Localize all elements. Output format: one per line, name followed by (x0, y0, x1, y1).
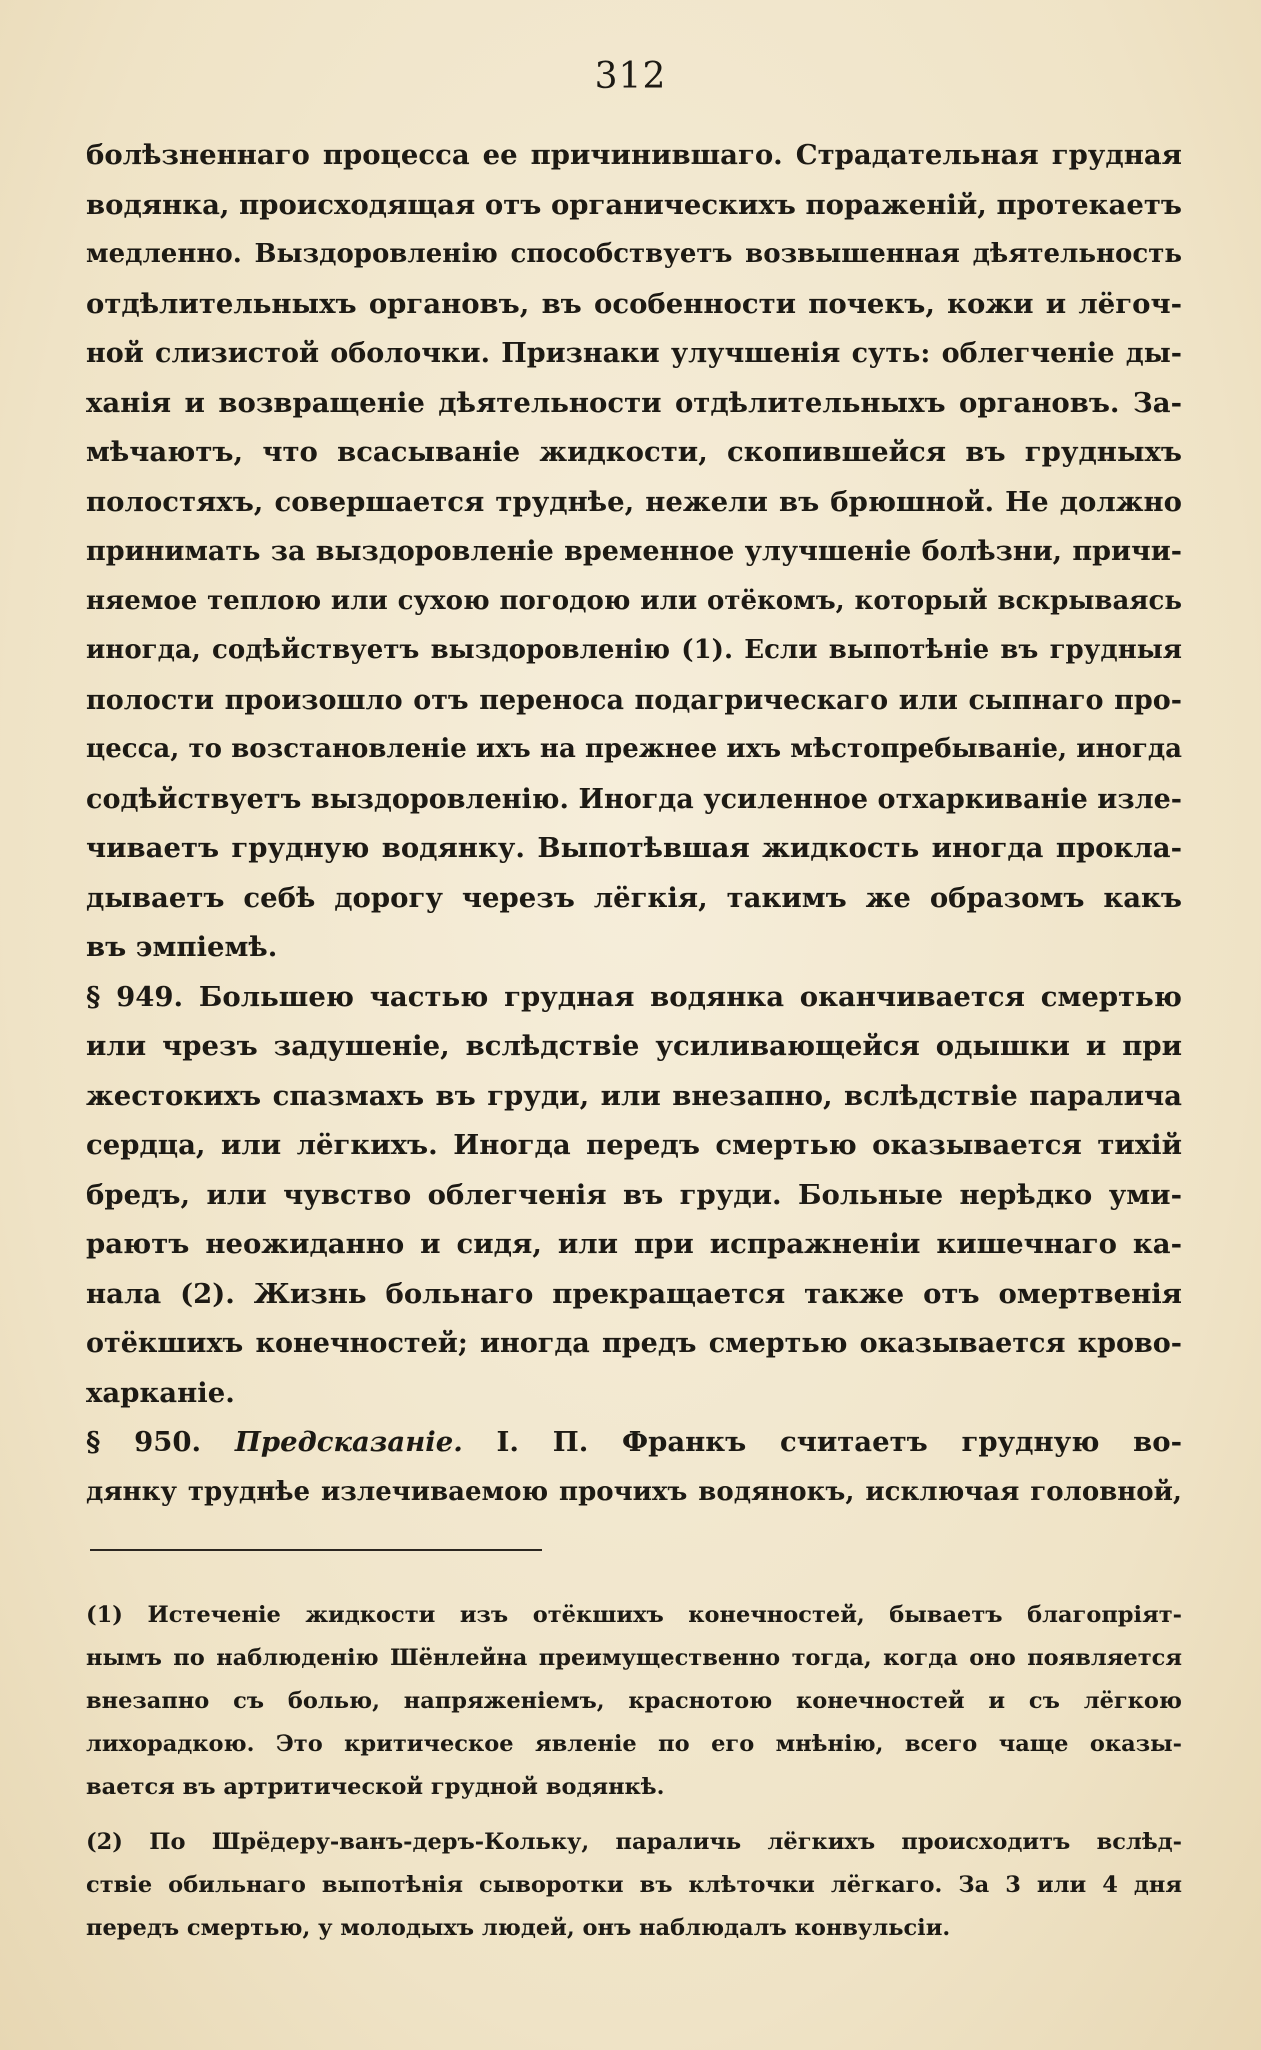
text-line: чиваетъ грудную водянку. Выпотѣвшая жидкость иногда прокла- (86, 832, 1182, 864)
footnote-1-line: (1) Истеченіе жидкости изъ отёкшихъ конечностей, бываетъ благопріят- (86, 1602, 1182, 1628)
text-line: харканіе. (86, 1376, 235, 1409)
main-text (86, 131, 1182, 1517)
text-line: ханія и возвращеніе дѣятельности отдѣлительныхъ органовъ. За- (86, 386, 1182, 419)
text-line: полостяхъ, совершается труднѣе, нежели въ брюшной. Не должно (86, 485, 1182, 518)
text-line: нала (2). Жизнь больнаго прекращается также отъ омертвенія (86, 1277, 1182, 1310)
text-line: отёкшихъ конечностей; иногда предъ смертью оказывается крово- (86, 1328, 1182, 1359)
text-line: отдѣлительныхъ органовъ, въ особенности почекъ, кожи и лёгоч- (86, 287, 1182, 320)
text-line: медленно. Выздоровленію способствуетъ возвышенная дѣятельность (86, 239, 1182, 269)
text-line: жестокихъ спазмахъ въ груди, или внезапно, вслѣдствіе паралича (86, 1079, 1182, 1112)
text-line: полости произошло отъ переноса подагрическаго или сыпнаго про- (86, 684, 1182, 716)
page-number: 312 (594, 56, 667, 97)
footnote-1-line: внезапно съ болью, напряженіемъ, краснотою конечностей и съ лёгкою (86, 1688, 1182, 1714)
footnote-divider (90, 1549, 542, 1551)
section-950-number: § 950. (86, 1426, 202, 1458)
text-line: мѣчаютъ, что всасываніе жидкости, скопившейся въ грудныхъ (86, 436, 1182, 468)
text-line: иногда, содѣйствуетъ выздоровленію (1). Если выпотѣніе въ грудныя (86, 635, 1182, 665)
footnote-2-line: ствіе обильнаго выпотѣнія сыворотки въ клѣточки лёгкаго. За 3 или 4 дня (86, 1872, 1182, 1898)
text-line: или чрезъ задушеніе, вслѣдствіе усиливающейся одышки и при (86, 1030, 1182, 1062)
section-950-text: I. П. Франкъ считаетъ грудную во- (496, 1426, 1183, 1458)
footnotes (86, 1594, 1182, 1950)
footnote-2-line: передъ смертью, у молодыхъ людей, онъ наблюдалъ конвульсіи. (86, 1915, 951, 1941)
text-line: дянку труднѣе излечиваемою прочихъ водянокъ, исключая головной, (86, 1476, 1182, 1507)
text-line: сердца, или лёгкихъ. Иногда передъ смертью оказывается тихій (86, 1129, 1182, 1161)
text-line: дываетъ себѣ дорогу черезъ лёгкія, такимъ же образомъ какъ (86, 881, 1182, 914)
text-line: раютъ неожиданно и сидя, или при испражненіи кишечнаго ка- (86, 1228, 1182, 1260)
text-line: болѣзненнаго процесса ее причинившаго. Страдательная грудная (86, 139, 1182, 171)
text-line: принимать за выздоровленіе временное улучшеніе болѣзни, причи- (86, 536, 1182, 567)
text-line: ной слизистой оболочки. Признаки улучшенія суть: облегченіе ды- (86, 338, 1182, 369)
section-heading-prognosis: Предсказаніе. (234, 1426, 463, 1458)
section-950-line (86, 1418, 1182, 1468)
text-line: цесса, то возстановленіе ихъ на прежнее ихъ мѣстопребываніе, иногда (86, 734, 1182, 764)
footnote-1-line: вается въ артритической грудной водянкѣ. (86, 1774, 665, 1800)
text-line: бредъ, или чувство облегченія въ груди. Больные нерѣдко уми- (86, 1178, 1182, 1211)
text-line: водянка, происходящая отъ органическихъ пораженій, протекаетъ (86, 188, 1182, 221)
text-line: няемое теплою или сухою погодою или отёкомъ, который вскрываясь (86, 585, 1182, 616)
section-949-line: § 949. Большею частью грудная водянка оканчивается смертью (86, 980, 1182, 1013)
footnote-1-line: лихорадкою. Это критическое явленіе по его мнѣнію, всего чаще оказы- (86, 1731, 1182, 1757)
footnote-2-line: (2) По Шрёдеру-ванъ-деръ-Кольку, параличь лёгкихъ происходитъ вслѣд- (86, 1829, 1182, 1855)
text-line: содѣйствуетъ выздоровленію. Иногда усиленное отхаркиваніе изле- (86, 783, 1182, 815)
footnote-1-line: нымъ по наблюденію Шёнлейна преимущественно тогда, когда оно появляется (86, 1645, 1182, 1671)
text-line: въ эмпіемѣ. (86, 931, 278, 963)
